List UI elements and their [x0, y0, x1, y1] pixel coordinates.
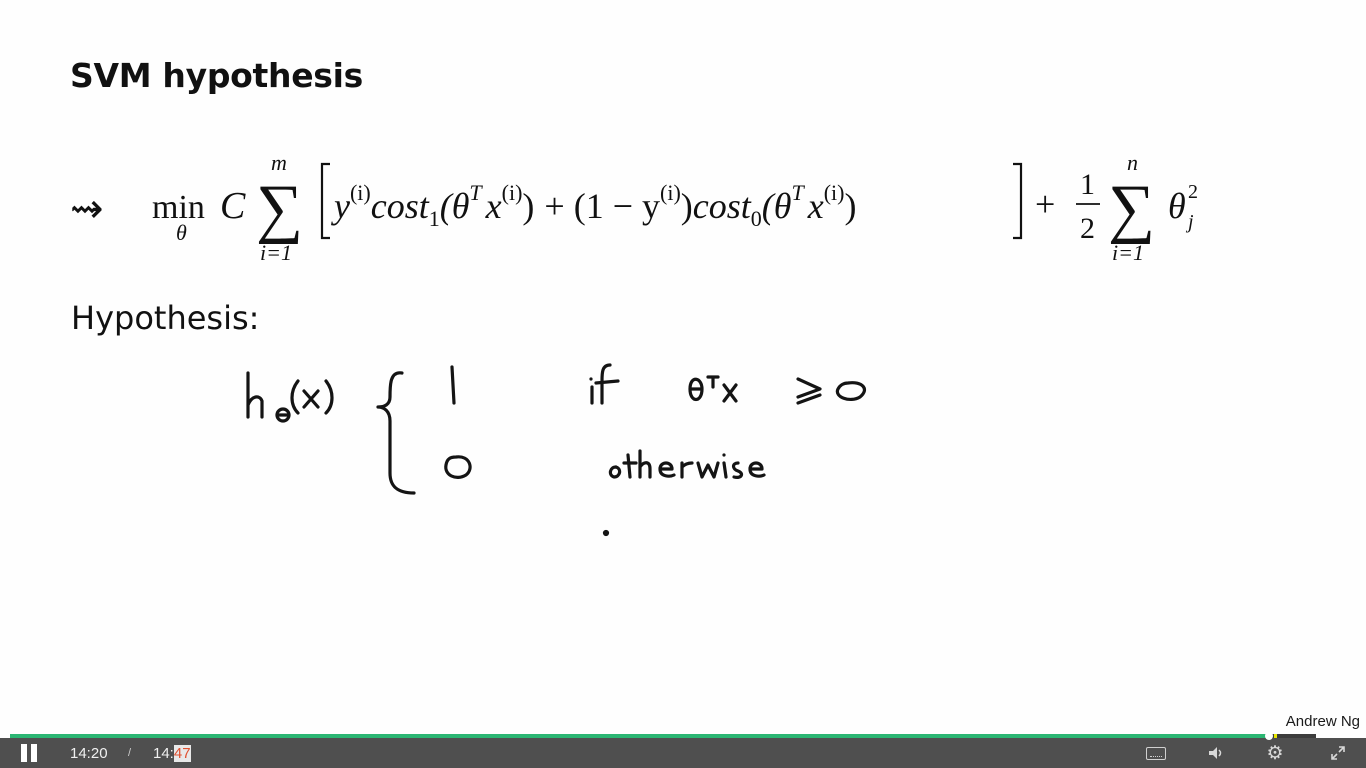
captions-icon [1146, 747, 1166, 760]
term-sup-i: (i) [349, 180, 371, 205]
progress-bar[interactable] [10, 734, 1316, 738]
hw-zero2 [446, 457, 470, 478]
term-sub0: 0 [750, 206, 762, 231]
half-num: 1 [1080, 168, 1095, 201]
hw-arg [292, 381, 332, 413]
fullscreen-icon [1330, 745, 1346, 761]
pause-button[interactable] [14, 738, 44, 768]
duration [153, 738, 191, 768]
hw-brace [378, 373, 414, 493]
pause-icon [19, 744, 39, 762]
hw-theta [690, 379, 702, 399]
sum1-bottom: i=1 [260, 240, 292, 265]
right-bracket [1013, 164, 1021, 238]
current-time: 14:20 [70, 744, 108, 762]
theta-j: θ [1168, 186, 1186, 226]
duration-highlight: 47 [173, 744, 191, 762]
hw-x [724, 385, 736, 401]
formula-arrow: ⇝ [70, 186, 104, 231]
hw-dot [605, 532, 608, 535]
duration-prefix: 14: [153, 744, 174, 762]
progress-handle[interactable] [1265, 732, 1273, 740]
hw-h [248, 373, 262, 417]
sum2-top: n [1127, 150, 1138, 175]
hw-otherwise [610, 451, 764, 477]
hw-T [708, 377, 718, 387]
formula-min: min [152, 189, 205, 226]
term-plus-mid: + (1 − y [544, 186, 661, 226]
term-cost1: cost [370, 186, 429, 226]
hw-geq [798, 379, 820, 403]
term-close2: ) [844, 186, 857, 226]
term-supT1: T [469, 180, 482, 205]
time-separator: / [128, 747, 132, 759]
gear-icon: ⚙ [1266, 742, 1284, 764]
formula-plus-end: + [1035, 184, 1056, 224]
author-watermark: Andrew Ng [1285, 713, 1360, 730]
formula-C: C [220, 185, 246, 227]
sum1-top: m [271, 150, 287, 175]
term-y: y [334, 186, 350, 226]
term-arg0: (θ [761, 186, 792, 226]
hw-one [452, 367, 454, 403]
sum2-bottom: i=1 [1112, 240, 1144, 265]
progress-marker [1274, 734, 1277, 738]
term-sup-i3: (i) [660, 180, 681, 205]
fullscreen-button[interactable] [1326, 738, 1350, 768]
handwritten-hypothesis [230, 355, 890, 555]
captions-button[interactable] [1143, 738, 1169, 768]
theta-sup: 2 [1188, 181, 1198, 203]
slide-title: SVM hypothesis [70, 56, 363, 95]
term-sup-i4: (i) [823, 180, 845, 205]
control-bar [0, 738, 1366, 768]
theta-sub: j [1188, 211, 1194, 233]
settings-button[interactable] [1264, 738, 1286, 768]
term-x1: x [485, 186, 502, 226]
formula-min-sub: θ [176, 220, 187, 245]
term-arg1: (θ [439, 186, 470, 226]
volume-icon [1207, 745, 1225, 761]
svg-text:y(i)cost1(θTx(i))+ (1 − y(i))c [331, 180, 856, 231]
hw-zero1 [837, 383, 864, 400]
term-sub1: 1 [428, 206, 440, 231]
sum2-symbol: ∑ [1108, 172, 1156, 245]
volume-button[interactable] [1205, 738, 1227, 768]
hw-if [591, 365, 618, 403]
progress-fill [10, 734, 1269, 738]
term-close1: ) [522, 186, 535, 226]
term-supT2: T [791, 180, 804, 205]
left-bracket [322, 164, 330, 238]
svm-cost-formula [60, 140, 1240, 280]
term-sup-i2: (i) [501, 180, 523, 205]
term-cost0: cost [692, 186, 751, 226]
half-den: 2 [1080, 212, 1095, 245]
sum1-symbol: ∑ [256, 172, 304, 245]
term-x2: x [807, 186, 824, 226]
term-close-a: ) [680, 186, 693, 226]
hypothesis-label: Hypothesis: [71, 299, 260, 337]
